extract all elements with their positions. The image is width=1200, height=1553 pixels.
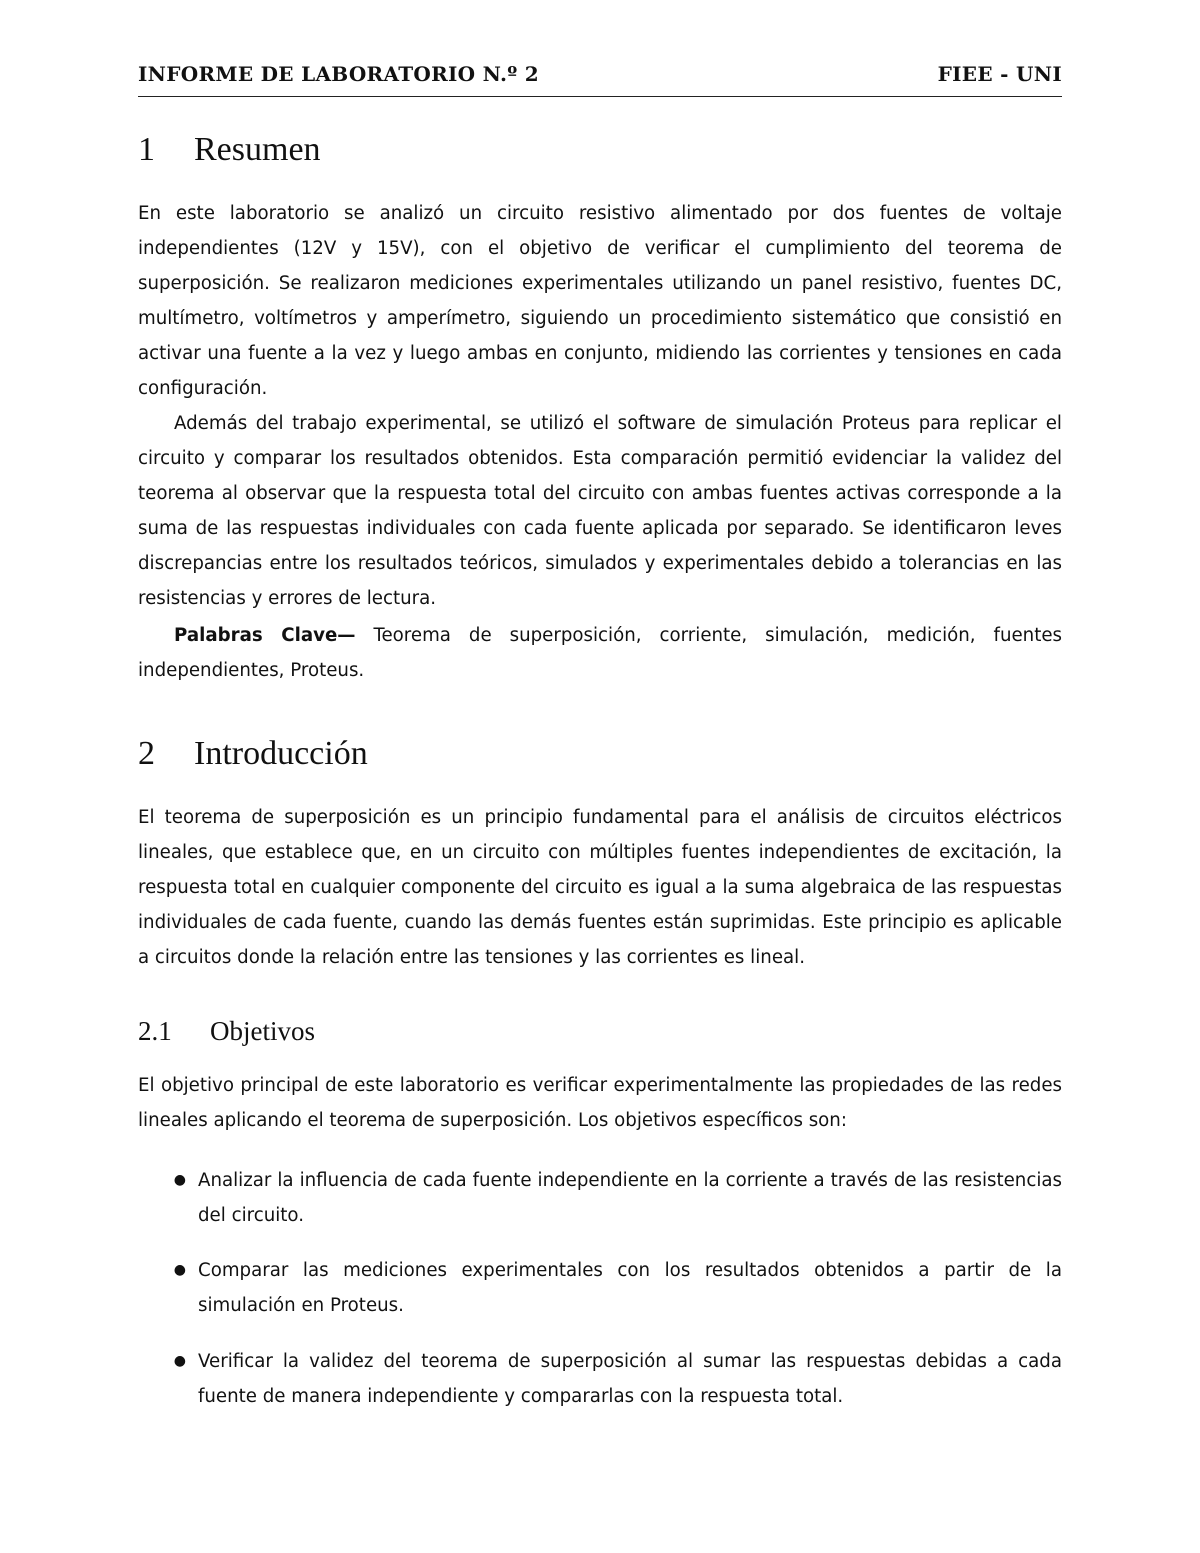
- section-title: Introducción: [194, 735, 368, 772]
- bullet-icon: ●: [173, 1262, 186, 1278]
- list-item-text: Verificar la validez del teorema de superposición al sumar las respuestas debidas a cada fuente de manera independiente y compararlas con la respuesta total.: [198, 1351, 1062, 1407]
- keywords-text: Teorema de superposición, corriente, simulación, medición, fuentes independientes, Proteus.: [138, 625, 1062, 681]
- header-institution: FIEE - UNI: [937, 62, 1062, 86]
- section-heading-resumen: [138, 131, 321, 169]
- subsection-title: Objetivos: [210, 1016, 315, 1046]
- abstract-paragraph-2: Además del trabajo experimental, se utilizó el software de simulación Proteus para replicar el circuito y comparar los resultados obtenidos. Esta comparación permitió evidenciar la validez del teorema al observar que la respuesta total del circuito con ambas fuentes activas corresponde a la suma de las respuestas individuales con cada fuente aplicada por separado. Se identificaron leves discrepancias entre los resultados teóricos, simulados y experimentales debido a tolerancias en las resistencias y errores de lectura.: [138, 413, 1062, 609]
- list-item: [138, 1344, 1062, 1414]
- list-item-text: Analizar la influencia de cada fuente independiente en la corriente a través de las resistencias del circuito.: [198, 1170, 1062, 1226]
- section-heading-introduccion: [138, 735, 368, 773]
- subsection-heading-objetivos: [138, 1016, 315, 1047]
- document-page: [138, 0, 1062, 1553]
- list-item-text: Comparar las mediciones experimentales con los resultados obtenidos a partir de la simulación en Proteus.: [198, 1260, 1062, 1316]
- abstract-paragraph-1: En este laboratorio se analizó un circuito resistivo alimentado por dos fuentes de voltaje independientes (12V y 15V), con el objetivo de verificar el cumplimiento del teorema de superposición. Se realizaron mediciones experimentales utilizando un panel resistivo, fuentes DC, multímetro, voltímetros y amperímetro, siguiendo un procedimiento sistemático que consistió en activar una fuente a la vez y luego ambas en conjunto, midiendo las corrientes y tensiones en cada configuración.: [138, 203, 1062, 399]
- subsection-number: 2.1: [138, 1016, 172, 1046]
- keywords-paragraph: [138, 618, 1062, 688]
- section-number: 2: [138, 735, 155, 772]
- header-title: INFORME DE LABORATORIO N.º 2: [138, 62, 540, 86]
- bullet-icon: ●: [173, 1353, 186, 1369]
- list-item: [138, 1163, 1062, 1233]
- bullet-icon: ●: [173, 1172, 186, 1188]
- keywords-label: Palabras Clave—: [174, 625, 356, 646]
- intro-paragraph: El teorema de superposición es un principio fundamental para el análisis de circuitos eléctricos lineales, que establece que, en un circuito con múltiples fuentes independientes de excitación, la respuesta total en cualquier componente del circuito es igual a la suma algebraica de las respuestas individuales de cada fuente, cuando las demás fuentes están suprimidas. Este principio es aplicable a circuitos donde la relación entre las tensiones y las corrientes es lineal.: [138, 807, 1062, 968]
- running-header: [138, 62, 1062, 97]
- list-item: [138, 1253, 1062, 1323]
- section-number: 1: [138, 131, 155, 168]
- objectives-intro: El objetivo principal de este laboratorio es verificar experimentalmente las propiedades de las redes lineales aplicando el teorema de superposición. Los objetivos específicos son:: [138, 1075, 1062, 1131]
- section-title: Resumen: [194, 131, 321, 168]
